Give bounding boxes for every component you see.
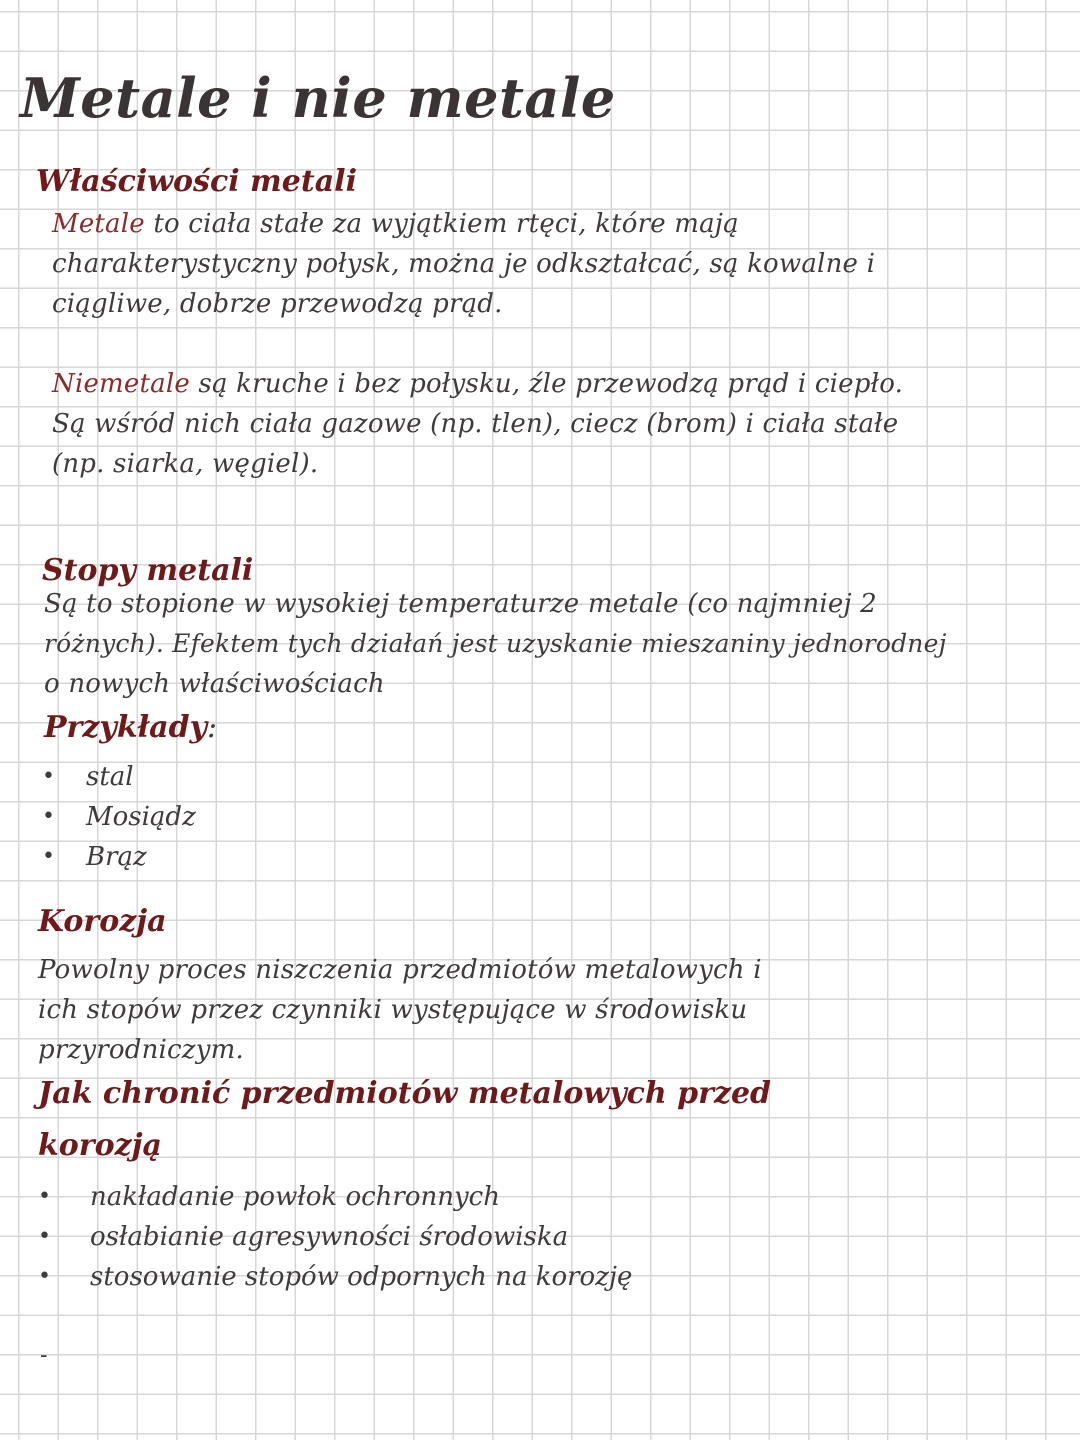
metale-line-3: ciągliwe, dobrze przewodzą prąd. (52, 289, 503, 319)
heading-korozja-2: korozją (38, 1128, 162, 1163)
korozja-line-2: ich stopów przez czynniki występujące w środowisku (38, 995, 748, 1025)
heading-wlasciwosci-metali: Właściwości metali (36, 164, 357, 199)
bullet-icon: • (38, 1224, 51, 1249)
term-metale: Metale (52, 209, 145, 239)
bullet-icon: • (38, 1264, 51, 1289)
stopy-line-1: Są to stopione w wysokiej temperaturze metale (co najmniej 2 (44, 589, 877, 619)
korozja-line-3: przyrodniczym. (38, 1035, 244, 1065)
list-item: • Mosiądz (42, 797, 442, 837)
list-item: • stal (42, 757, 442, 797)
metale-line-1-rest: to ciała stałe za wyjątkiem rtęci, które mają (144, 209, 739, 239)
niemetale-line-1-rest: są kruche i bez połysku, źle przewodzą prąd i ciepło. (189, 369, 904, 399)
stopy-line-2: różnych). Efektem tych działań jest uzyskanie mieszaniny jednorodnej (44, 629, 947, 658)
przyklady-colon: : (207, 710, 218, 745)
niemetale-line-1 (52, 369, 903, 399)
niemetale-line-2: Są wśród nich ciała gazowe (np. tlen), ciecz (brom) i ciała stałe (52, 409, 899, 439)
heading-jak-chronic: Jak chronić przedmiotów metalowych przed (38, 1076, 772, 1111)
heading-korozja: Korozja (38, 904, 167, 939)
list-item: • Brąz (42, 837, 442, 877)
list-item: • stosowanie stopów odpornych na korozję (38, 1257, 738, 1297)
examples-list (42, 757, 442, 877)
page-title: Metale i nie metale (20, 66, 616, 130)
metale-line-1 (52, 209, 739, 239)
korozja-line-1: Powolny proces niszczenia przedmiotów metalowych i (38, 955, 762, 985)
list-item: • nakładanie powłok ochronnych (38, 1177, 738, 1217)
bullet-icon: • (38, 1184, 51, 1209)
heading-przyklady (44, 710, 217, 745)
term-niemetale: Niemetale (52, 369, 190, 399)
heading-stopy-metali: Stopy metali (42, 553, 254, 588)
przyklady-label: Przykłady (44, 710, 208, 745)
bullet-icon: • (42, 804, 55, 829)
bullet-icon: • (42, 844, 55, 869)
bullet-icon: • (42, 764, 55, 789)
metale-line-2: charakterystyczny połysk, można je odkształcać, są kowalne i (52, 249, 876, 279)
methods-list (38, 1177, 738, 1297)
trailing-dash: - (40, 1343, 48, 1368)
niemetale-line-3: (np. siarka, węgiel). (52, 449, 319, 479)
stopy-line-3: o nowych właściwościach (44, 669, 385, 699)
list-item: • osłabianie agresywności środowiska (38, 1217, 738, 1257)
